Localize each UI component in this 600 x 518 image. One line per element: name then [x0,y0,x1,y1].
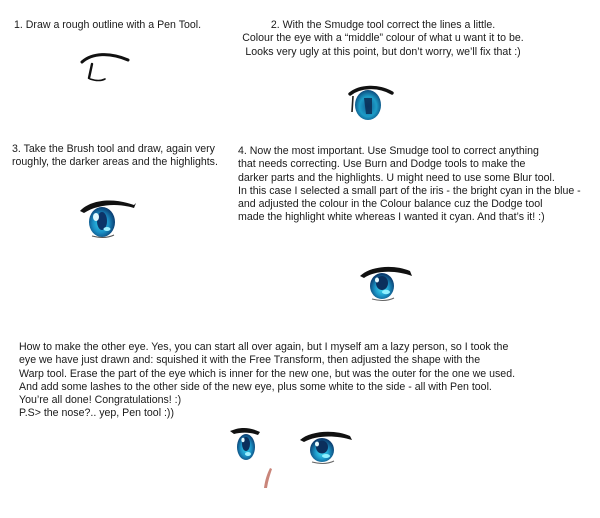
final-line: Warp tool. Erase the part of the eye which is inner for the new one, but was the outer for the one we used. [19,367,516,380]
step-1-text [14,19,201,32]
step-2-text [228,19,538,59]
step-4-line: darker parts and the highlights. U might need to use some Blur tool. [238,171,555,184]
step-1-line: 1. Draw a rough outline with a Pen Tool. [14,19,202,31]
final-line: You’re all done! Congratulations! :) [19,394,182,407]
step-3-text [12,143,218,170]
step-2-line: 2. With the Smudge tool correct the lines a little. [270,19,496,31]
highlight [245,452,251,456]
eye-left-line [352,96,353,112]
nose-stroke [264,468,272,488]
highlight [375,278,379,283]
eye-lower-line [90,79,105,81]
final-line: And add some lashes to the other side of the new eye, plus some white to the side - all with Pen tool. [19,380,492,393]
eye-refined-illustration [358,262,414,306]
highlight [382,290,390,294]
final-text [19,341,515,421]
highlight [93,213,99,221]
final-line: eye we have just drawn and: squished it with the Free Transform, then adjusted the shape with the [19,354,481,367]
highlight [315,442,319,447]
final-line: How to make the other eye. Yes, you can start all over again, but I myself am a lazy person, so I took the [19,341,509,353]
step-4-line: 4. Now the most important. Use Smudge tool to correct anything [238,145,539,157]
step-3-line: roughly, the darker areas and the highlights. [12,156,218,169]
step-3-line: 3. Take the Brush tool and draw, again very [12,143,215,155]
step-2-line: Colour the eye with a “middle” colour of what u want it to be. [242,32,524,45]
nose-illustration [258,466,278,492]
eye-right-final-illustration [298,428,354,468]
eye-outline-illustration [78,50,132,86]
eye-upper-line [82,55,128,62]
step-4-text [238,145,581,225]
highlight [104,227,111,231]
final-line: P.S> the nose?.. yep, Pen tool :)) [19,407,174,420]
eye-base-color-illustration [344,82,396,126]
eye-brush-illustration [78,195,140,243]
step-4-line: In this case I selected a small part of the iris - the bright cyan in the blue - [238,184,581,197]
step-4-line: and adjusted the colour in the Colour balance cuz the Dodge tool [238,198,543,211]
eye-lashes [230,428,260,435]
eye-left-final-illustration [228,425,264,469]
highlight [241,438,244,442]
highlight [322,454,330,458]
step-4-line: made the highlight white whereas I wanted it cyan. And that’s it! :) [238,211,545,224]
step-4-line: that needs correcting. Use Burn and Dodge tools to make the [238,158,526,171]
step-2-line: Looks very ugly at this point, but don’t worry, we’ll fix that :) [245,45,521,58]
eye-left-line [89,64,92,78]
